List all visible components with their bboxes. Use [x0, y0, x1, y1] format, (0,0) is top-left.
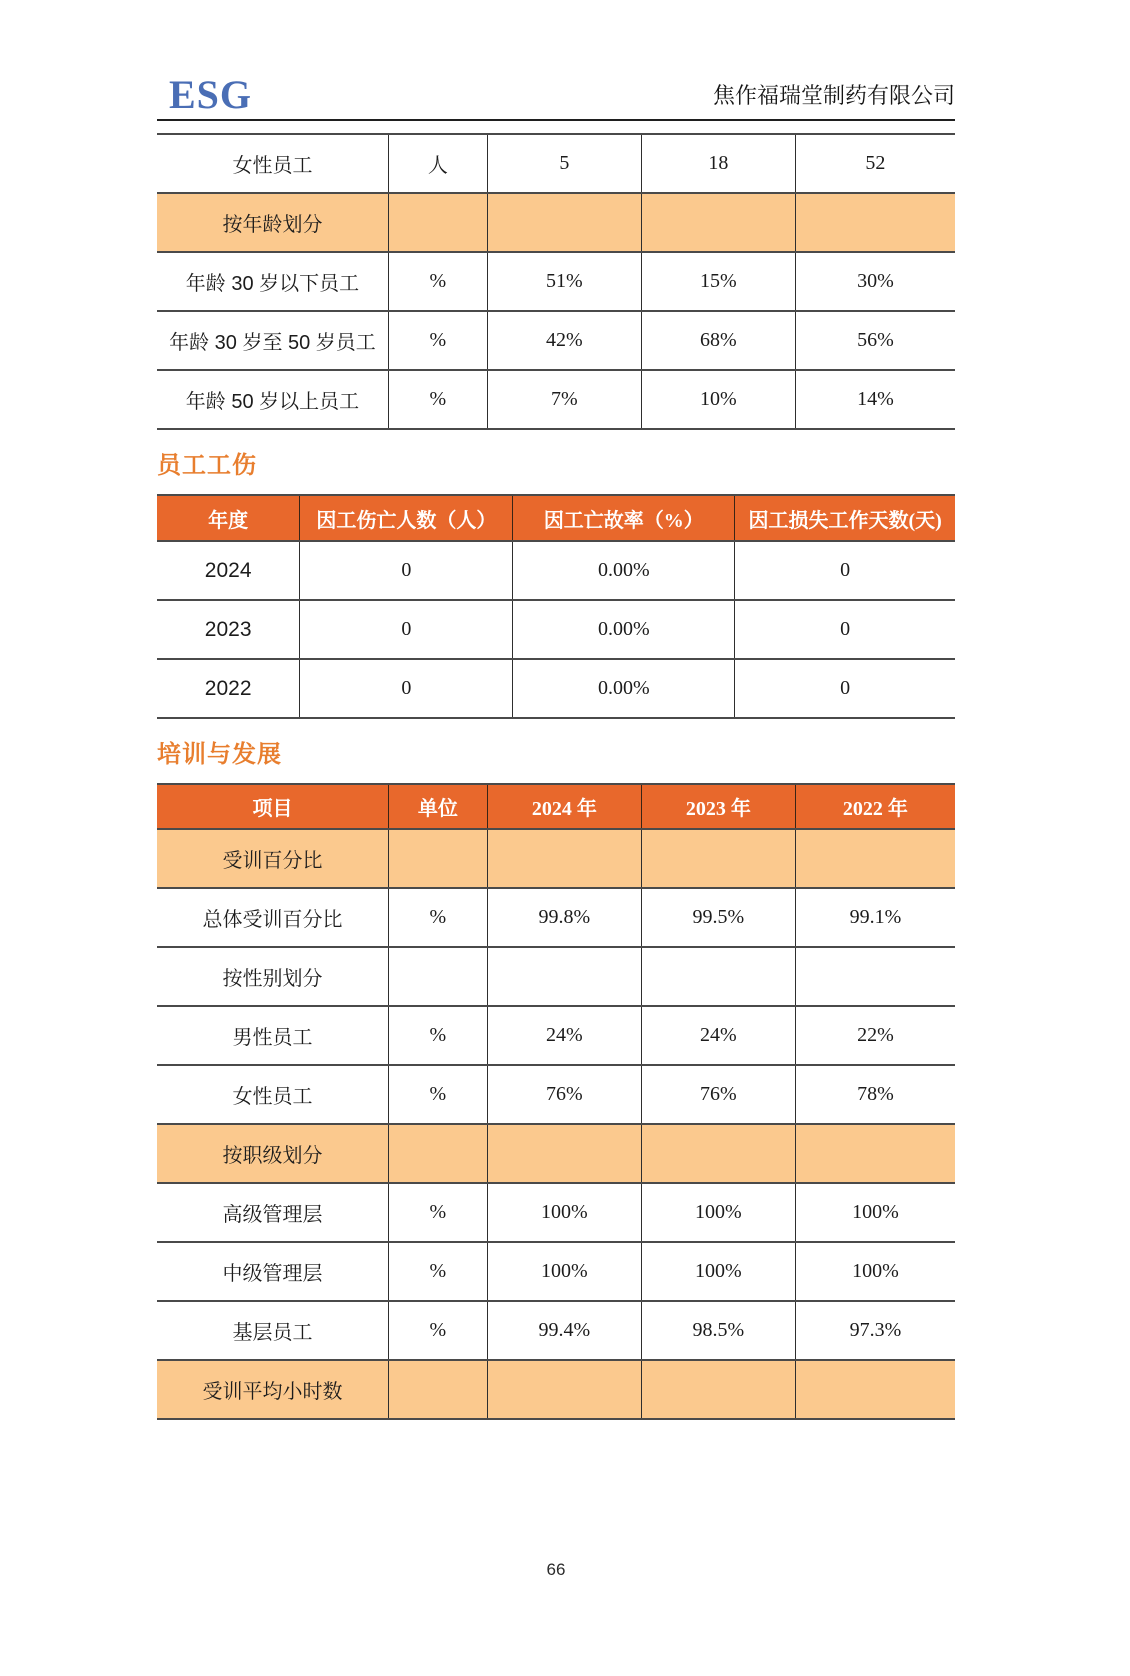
value-cell: 100% — [795, 1242, 955, 1301]
unit-cell: % — [388, 1242, 487, 1301]
table-row-highlight — [157, 829, 955, 888]
unit-cell: % — [388, 1183, 487, 1242]
table-row — [157, 600, 955, 659]
value-cell: 76% — [487, 1065, 641, 1124]
value-cell: 0 — [300, 541, 513, 600]
value-cell — [641, 1360, 795, 1419]
value-cell — [641, 829, 795, 888]
row-label-cell: 年龄 50 岁以上员工 — [157, 370, 388, 429]
row-label-cell: 男性员工 — [157, 1006, 388, 1065]
value-cell: 15% — [641, 252, 795, 311]
training-table — [157, 783, 955, 1420]
column-header: 因工损失工作天数(天) — [735, 495, 955, 541]
table-row-highlight — [157, 1360, 955, 1419]
demographics-table — [157, 133, 955, 430]
value-cell: 56% — [795, 311, 955, 370]
row-label-cell: 女性员工 — [157, 1065, 388, 1124]
column-header: 单位 — [388, 784, 487, 829]
table-row — [157, 134, 955, 193]
value-cell: 97.3% — [795, 1301, 955, 1360]
row-label-cell: 受训百分比 — [157, 829, 388, 888]
section-title-work-injury: 员工工伤 — [157, 452, 257, 479]
value-cell: 76% — [641, 1065, 795, 1124]
column-header: 年度 — [157, 495, 300, 541]
column-header: 项目 — [157, 784, 388, 829]
row-label-cell: 基层员工 — [157, 1301, 388, 1360]
unit-cell: % — [388, 1301, 487, 1360]
esg-logo: ESG — [169, 72, 253, 117]
value-cell: 14% — [795, 370, 955, 429]
unit-cell — [388, 1360, 487, 1419]
value-cell: 0 — [735, 600, 955, 659]
value-cell — [795, 193, 955, 252]
value-cell: 100% — [641, 1183, 795, 1242]
value-cell — [487, 193, 641, 252]
value-cell: 99.1% — [795, 888, 955, 947]
value-cell — [641, 193, 795, 252]
column-header: 2022 年 — [795, 784, 955, 829]
value-cell: 0 — [735, 541, 955, 600]
work-injury-table — [157, 494, 955, 719]
unit-cell — [388, 829, 487, 888]
unit-cell: % — [388, 252, 487, 311]
value-cell: 99.4% — [487, 1301, 641, 1360]
row-label-cell: 按职级划分 — [157, 1124, 388, 1183]
row-label-cell: 年龄 30 岁至 50 岁员工 — [157, 311, 388, 370]
column-header: 因工伤亡人数（人） — [300, 495, 513, 541]
value-cell — [795, 1124, 955, 1183]
row-label-cell: 总体受训百分比 — [157, 888, 388, 947]
value-cell: 100% — [641, 1242, 795, 1301]
value-cell: 24% — [487, 1006, 641, 1065]
row-label-cell: 受训平均小时数 — [157, 1360, 388, 1419]
value-cell: 0 — [300, 600, 513, 659]
value-cell: 22% — [795, 1006, 955, 1065]
value-cell: 99.8% — [487, 888, 641, 947]
table-row — [157, 1242, 955, 1301]
value-cell: 0.00% — [513, 541, 735, 600]
value-cell: 100% — [795, 1183, 955, 1242]
value-cell — [795, 1360, 955, 1419]
value-cell: 24% — [641, 1006, 795, 1065]
value-cell — [487, 947, 641, 1006]
value-cell: 42% — [487, 311, 641, 370]
page-content — [157, 72, 955, 1420]
page-header — [157, 72, 955, 121]
table-row — [157, 1006, 955, 1065]
value-cell: 30% — [795, 252, 955, 311]
table-row — [157, 541, 955, 600]
value-cell: 7% — [487, 370, 641, 429]
value-cell: 0 — [300, 659, 513, 718]
row-label-cell: 年龄 30 岁以下员工 — [157, 252, 388, 311]
value-cell: 18 — [641, 134, 795, 193]
unit-cell: 人 — [388, 134, 487, 193]
table-row — [157, 1301, 955, 1360]
value-cell — [487, 1360, 641, 1419]
value-cell: 51% — [487, 252, 641, 311]
column-header: 2024 年 — [487, 784, 641, 829]
year-cell: 2023 — [157, 600, 300, 659]
value-cell: 52 — [795, 134, 955, 193]
value-cell: 78% — [795, 1065, 955, 1124]
year-cell: 2024 — [157, 541, 300, 600]
value-cell — [487, 829, 641, 888]
value-cell: 0.00% — [513, 659, 735, 718]
value-cell: 0 — [735, 659, 955, 718]
table-row — [157, 1183, 955, 1242]
unit-cell: % — [388, 370, 487, 429]
row-label-cell: 女性员工 — [157, 134, 388, 193]
value-cell: 98.5% — [641, 1301, 795, 1360]
value-cell: 5 — [487, 134, 641, 193]
company-name: 焦作福瑞堂制药有限公司 — [712, 83, 955, 108]
table-row — [157, 370, 955, 429]
table-header-row — [157, 495, 955, 541]
table-row-highlight — [157, 193, 955, 252]
page-number: 66 — [546, 1560, 566, 1579]
value-cell — [641, 1124, 795, 1183]
unit-cell — [388, 947, 487, 1006]
unit-cell: % — [388, 888, 487, 947]
column-header: 2023 年 — [641, 784, 795, 829]
value-cell — [795, 829, 955, 888]
year-cell: 2022 — [157, 659, 300, 718]
table-row — [157, 659, 955, 718]
value-cell: 99.5% — [641, 888, 795, 947]
value-cell: 10% — [641, 370, 795, 429]
unit-cell: % — [388, 1006, 487, 1065]
value-cell: 100% — [487, 1242, 641, 1301]
value-cell: 100% — [487, 1183, 641, 1242]
value-cell: 0.00% — [513, 600, 735, 659]
section-title-training: 培训与发展 — [157, 741, 282, 768]
value-cell: 68% — [641, 311, 795, 370]
table-row — [157, 1065, 955, 1124]
unit-cell: % — [388, 311, 487, 370]
table-row — [157, 888, 955, 947]
unit-cell — [388, 193, 487, 252]
table-row — [157, 947, 955, 1006]
unit-cell: % — [388, 1065, 487, 1124]
row-label-cell: 中级管理层 — [157, 1242, 388, 1301]
row-label-cell: 按性别划分 — [157, 947, 388, 1006]
table-header-row — [157, 784, 955, 829]
row-label-cell: 高级管理层 — [157, 1183, 388, 1242]
unit-cell — [388, 1124, 487, 1183]
value-cell — [795, 947, 955, 1006]
value-cell — [487, 1124, 641, 1183]
column-header: 因工亡故率（%） — [513, 495, 735, 541]
value-cell — [641, 947, 795, 1006]
row-label-cell: 按年龄划分 — [157, 193, 388, 252]
table-row — [157, 252, 955, 311]
table-row-highlight — [157, 1124, 955, 1183]
table-row — [157, 311, 955, 370]
